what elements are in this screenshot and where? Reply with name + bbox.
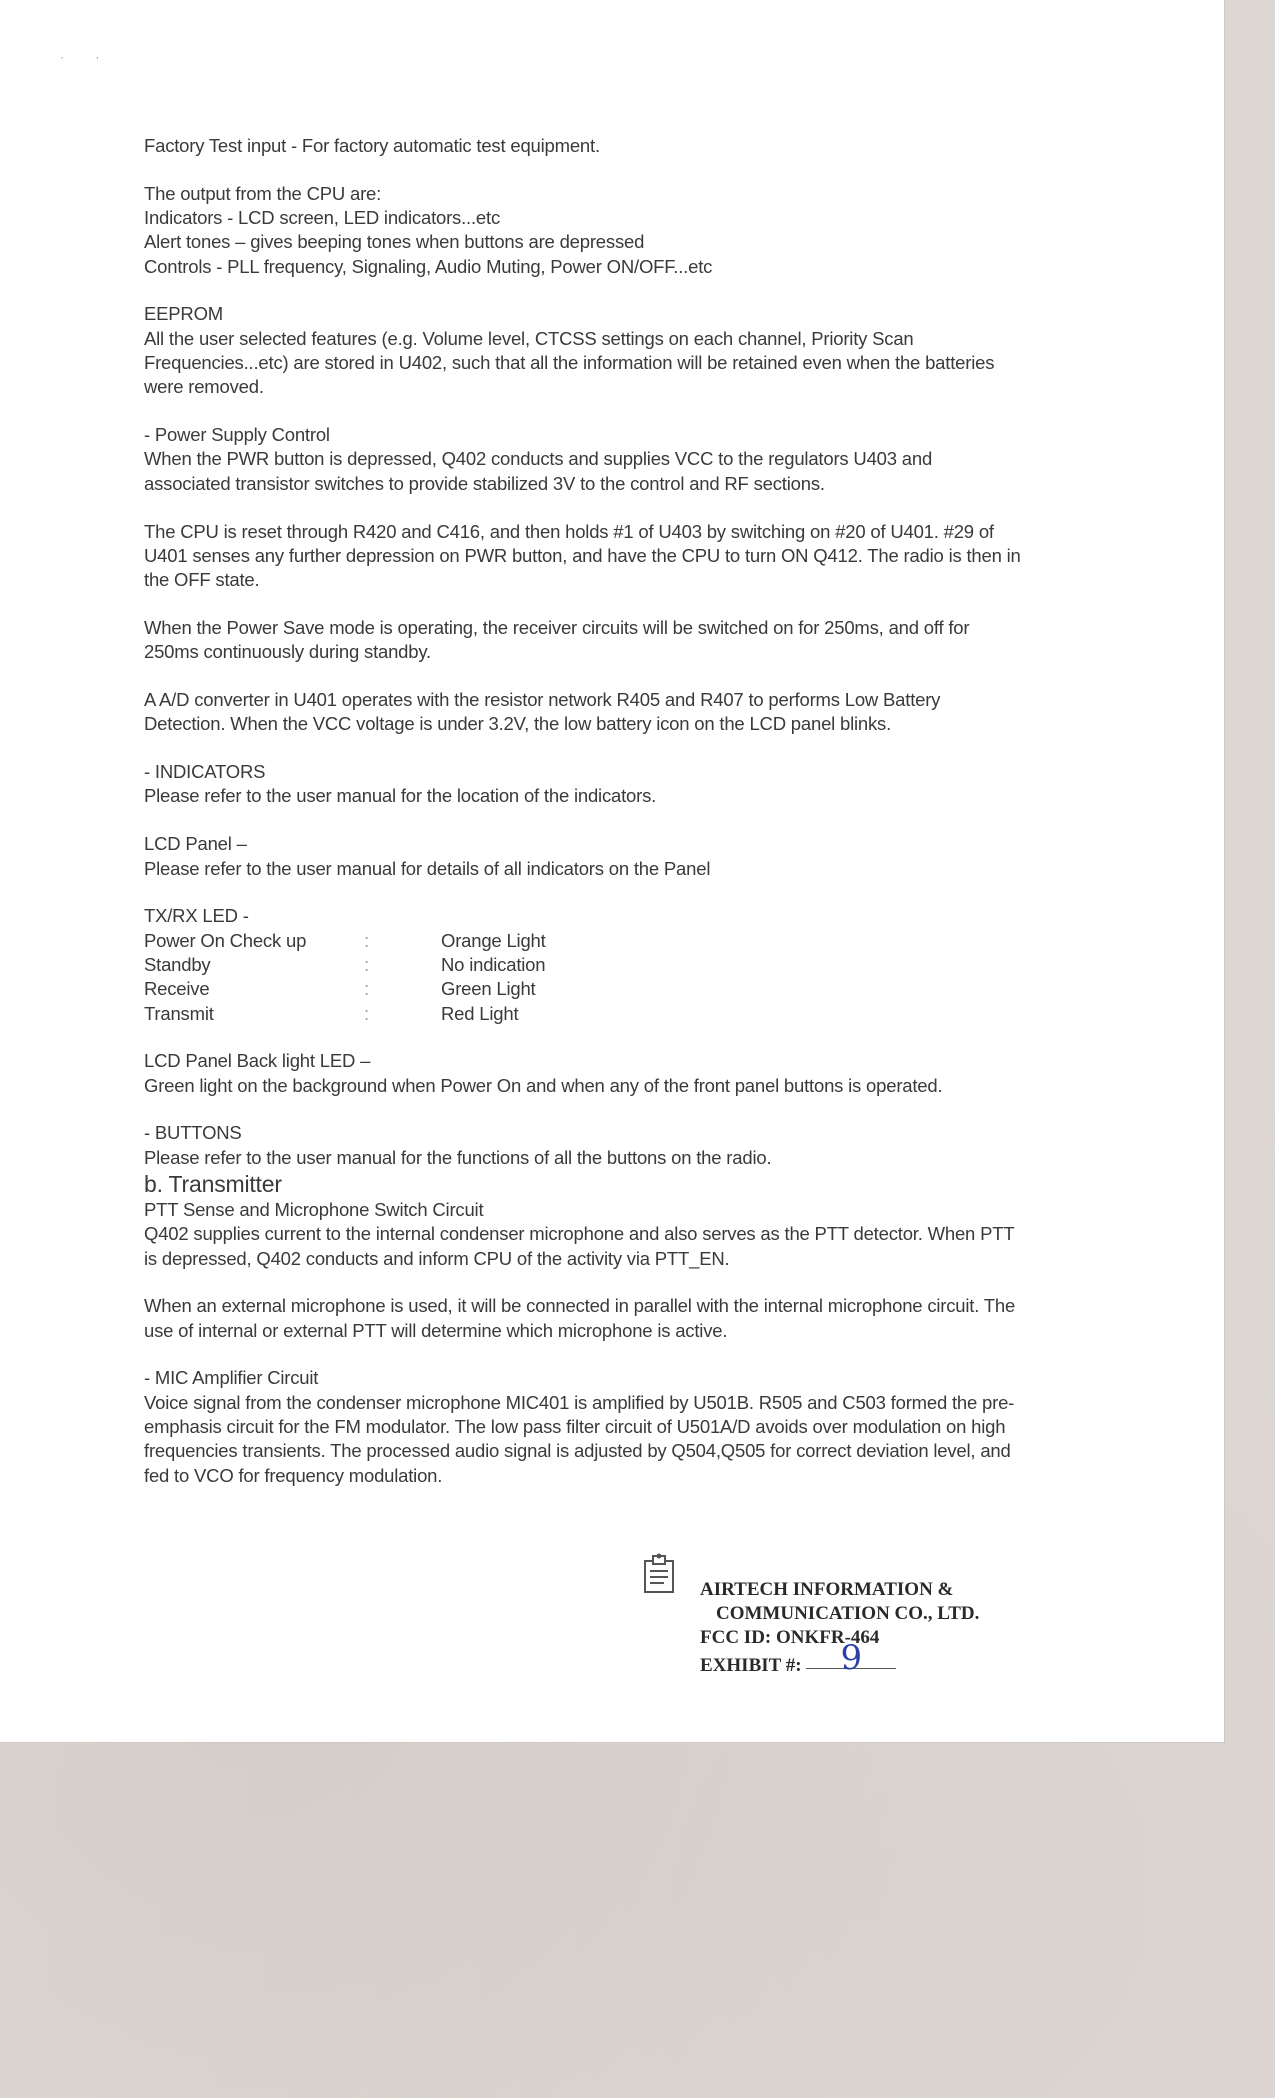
txrx-led-table <box>144 929 546 1026</box>
txrx-led-section <box>144 904 1094 1025</box>
document-content <box>144 134 1094 1488</box>
led-separator: : <box>364 953 369 975</box>
stamp-fcc-id: FCC ID: ONKFR-464 <box>700 1627 880 1648</box>
table-row <box>144 953 546 977</box>
cpu-reset-line: the OFF state. <box>144 569 260 591</box>
backlight-paragraph <box>144 1049 1094 1098</box>
mic-amp-heading: - MIC Amplifier Circuit <box>144 1367 319 1389</box>
table-row <box>144 977 546 1001</box>
power-save-paragraph <box>144 616 1094 665</box>
eeprom-line: All the user selected features (e.g. Volume level, CTCSS settings on each channel, Priority Scan <box>144 327 914 349</box>
cpu-outputs-paragraph <box>144 182 1094 279</box>
table-row <box>144 929 546 953</box>
ad-converter-line: Detection. When the VCC voltage is under 3.2V, the low battery icon on the LCD panel blinks. <box>144 713 892 735</box>
factory-test-line: Factory Test input - For factory automatic test equipment. <box>144 135 600 156</box>
power-supply-paragraph <box>144 423 1094 496</box>
buttons-line: Please refer to the user manual for the functions of all the buttons on the radio. <box>144 1146 772 1168</box>
mic-amp-line: fed to VCO for frequency modulation. <box>144 1464 443 1486</box>
mic-amp-line: emphasis circuit for the FM modulator. The low pass filter circuit of U501A/D avoids over modulation on high <box>144 1416 1006 1438</box>
buttons-paragraph <box>144 1121 1094 1170</box>
ptt-sense-paragraph <box>144 1198 1094 1271</box>
eeprom-line: were removed. <box>144 376 264 398</box>
indicators-line: Please refer to the user manual for the location of the indicators. <box>144 785 657 807</box>
backlight-line: Green light on the background when Power On and when any of the front panel buttons is operated. <box>144 1074 943 1096</box>
table-row <box>144 1002 546 1026</box>
eeprom-heading: EEPROM <box>144 303 223 325</box>
power-supply-heading: - Power Supply Control <box>144 424 330 446</box>
indicators-heading: - INDICATORS <box>144 761 266 783</box>
power-save-line: When the Power Save mode is operating, the receiver circuits will be switched on for 250ms, and off for <box>144 616 970 638</box>
cpu-outputs-line: Alert tones – gives beeping tones when buttons are depressed <box>144 231 645 253</box>
ptt-sense-line: Q402 supplies current to the internal condenser microphone and also serves as the PTT detector. When PTT <box>144 1223 1015 1245</box>
cpu-reset-line: The CPU is reset through R420 and C416, and then holds #1 of U403 by switching on #20 of U401. #29 of <box>144 520 994 542</box>
external-mic-paragraph <box>144 1294 1094 1343</box>
led-state: Power On Check up <box>144 929 307 951</box>
led-indication: Green Light <box>441 978 536 1000</box>
stamp-exhibit-value: 9 <box>806 1648 896 1669</box>
cpu-outputs-line: The output from the CPU are: <box>144 182 382 204</box>
stamp-exhibit-label: EXHIBIT #: <box>700 1655 802 1676</box>
stamp-exhibit <box>700 1638 979 1678</box>
led-indication: Red Light <box>441 1002 519 1024</box>
eeprom-line: Frequencies...etc) are stored in U402, such that all the information will be retained even when the batteries <box>144 352 995 374</box>
led-separator: : <box>364 978 369 1000</box>
power-supply-line: When the PWR button is depressed, Q402 conducts and supplies VCC to the regulators U403 and <box>144 448 933 470</box>
led-separator: : <box>364 929 369 951</box>
cpu-reset-paragraph <box>144 520 1094 593</box>
ad-converter-paragraph <box>144 688 1094 737</box>
company-stamp <box>700 1578 979 1678</box>
buttons-heading: - BUTTONS <box>144 1122 242 1144</box>
ptt-sense-line: is depressed, Q402 conducts and inform CPU of the activity via PTT_EN. <box>144 1247 730 1269</box>
lcd-panel-heading: LCD Panel – <box>144 833 247 855</box>
mic-amp-paragraph <box>144 1366 1094 1487</box>
led-indication: Orange Light <box>441 929 546 951</box>
note-icon <box>640 1552 680 1596</box>
backlight-heading: LCD Panel Back light LED – <box>144 1050 371 1072</box>
power-supply-line: associated transistor switches to provide stabilized 3V to the control and RF sections. <box>144 472 825 494</box>
cpu-outputs-line: Controls - PLL frequency, Signaling, Audio Muting, Power ON/OFF...etc <box>144 255 713 277</box>
power-save-line: 250ms continuously during standby. <box>144 641 431 663</box>
cpu-reset-line: U401 senses any further depression on PWR button, and have the CPU to turn ON Q412. The radio is then in <box>144 544 1021 566</box>
led-indication: No indication <box>441 953 546 975</box>
stamp-company-line1: AIRTECH INFORMATION & <box>700 1579 954 1600</box>
eeprom-paragraph <box>144 302 1094 399</box>
transmitter-heading: b. Transmitter <box>144 1171 282 1197</box>
led-state: Receive <box>144 978 210 1000</box>
ad-converter-line: A A/D converter in U401 operates with the resistor network R405 and R407 to performs Low Battery <box>144 689 941 711</box>
mic-amp-line: Voice signal from the condenser microphone MIC401 is amplified by U501B. R505 and C503 formed the pre- <box>144 1391 1015 1413</box>
indicators-paragraph <box>144 760 1094 809</box>
lcd-panel-line: Please refer to the user manual for details of all indicators on the Panel <box>144 857 711 879</box>
cpu-outputs-line: Indicators - LCD screen, LED indicators...etc <box>144 207 501 229</box>
lcd-panel-paragraph <box>144 832 1094 881</box>
mic-amp-line: frequencies transients. The processed audio signal is adjusted by Q504,Q505 for correct deviation level, and <box>144 1440 1011 1462</box>
led-state: Transmit <box>144 1002 214 1024</box>
stamp-company-line2: COMMUNICATION CO., LTD. <box>716 1603 980 1624</box>
ptt-sense-heading: PTT Sense and Microphone Switch Circuit <box>144 1199 484 1220</box>
scan-specks: · · <box>60 50 114 64</box>
external-mic-line: use of internal or external PTT will determine which microphone is active. <box>144 1319 728 1341</box>
led-separator: : <box>364 1002 369 1024</box>
txrx-led-heading: TX/RX LED - <box>144 905 249 927</box>
external-mic-line: When an external microphone is used, it will be connected in parallel with the internal microphone circuit. The <box>144 1295 1016 1317</box>
led-state: Standby <box>144 953 211 975</box>
